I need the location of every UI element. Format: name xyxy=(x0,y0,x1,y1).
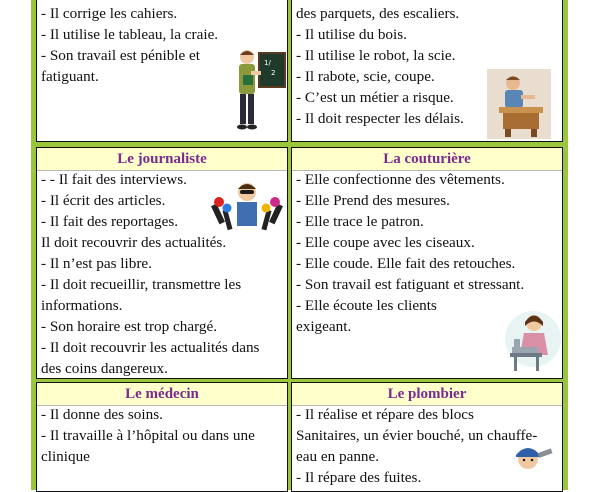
seamstress-title: La couturière xyxy=(292,148,562,171)
journalist-illustration xyxy=(209,178,285,236)
svg-text:1/: 1/ xyxy=(264,59,271,67)
carpenter-illustration xyxy=(487,69,551,139)
plumber-line: - Il réalise et répare des blocs xyxy=(296,406,474,423)
cell-teacher xyxy=(36,0,288,142)
seamstress-line: - Elle Prend des mesures. xyxy=(296,192,450,209)
doctor-lines xyxy=(41,404,285,467)
plumber-line: - Il répare des fuites. xyxy=(296,469,422,486)
cell-carpenter xyxy=(291,0,563,142)
journalist-line: informations. xyxy=(41,297,123,314)
teacher-line: fatiguant. xyxy=(41,68,99,85)
cell-plumber xyxy=(291,382,563,492)
journalist-line: - Il n’est pas libre. xyxy=(41,255,152,272)
doctor-line: - Il donne des soins. xyxy=(41,406,163,423)
cell-journalist xyxy=(36,147,288,379)
journalist-line: - Son horaire est trop chargé. xyxy=(41,318,218,335)
journalist-line: des coins dangereux. xyxy=(41,360,168,377)
seamstress-illustration xyxy=(504,303,562,375)
plumber-line: eau en panne. xyxy=(296,448,380,465)
seamstress-line: - Elle confectionne des vêtements. xyxy=(296,171,505,188)
plumber-illustration xyxy=(504,443,554,473)
doctor-title: Le médecin xyxy=(37,383,287,406)
carpenter-line: - Il doit respecter les délais. xyxy=(296,110,464,127)
carpenter-line: - Il utilise du bois. xyxy=(296,26,407,43)
teacher-line: - Il corrige les cahiers. xyxy=(41,5,178,22)
svg-text:2: 2 xyxy=(271,69,276,77)
carpenter-line: - Il rabote, scie, coupe. xyxy=(296,68,435,85)
seamstress-line: - Son travail est fatiguant et stressant. xyxy=(296,276,525,293)
journalist-line: - Il fait des reportages. xyxy=(41,213,179,230)
doctor-line: - Il travaille à l’hôpital ou dans une xyxy=(41,427,255,444)
journalist-title: Le journaliste xyxy=(37,148,287,171)
carpenter-line: des parquets, des escaliers. xyxy=(296,5,460,22)
doctor-line: clinique xyxy=(41,448,90,465)
plumber-title: Le plombier xyxy=(292,383,562,406)
seamstress-line: - Elle trace le patron. xyxy=(296,213,424,230)
seamstress-line: exigeant. xyxy=(296,318,352,335)
seamstress-line: - Elle écoute les clients xyxy=(296,297,437,314)
journalist-line: - Il écrit des articles. xyxy=(41,192,166,209)
carpenter-line: - Il utilise le robot, la scie. xyxy=(296,47,456,64)
seamstress-line: - Elle coude. Elle fait des retouches. xyxy=(296,255,516,272)
journalist-line: - Il doit recouvrir les actualités dans xyxy=(41,339,260,356)
plumber-line: Sanitaires, un évier bouché, un chauffe- xyxy=(296,427,538,444)
journalist-line: Il doit recouvrir des actualités. xyxy=(41,234,227,251)
seamstress-line: - Elle coupe avec les ciseaux. xyxy=(296,234,475,251)
cell-doctor xyxy=(36,382,288,492)
cell-seamstress xyxy=(291,147,563,379)
journalist-line: - Il doit recueillir, transmettre les xyxy=(41,276,242,293)
teacher-line: - Son travail est pénible et xyxy=(41,47,201,64)
journalist-line: - - Il fait des interviews. xyxy=(41,171,187,188)
carpenter-line: - C’est un métier a risque. xyxy=(296,89,454,106)
teacher-illustration xyxy=(229,45,287,133)
teacher-line: - Il utilise le tableau, la craie. xyxy=(41,26,219,43)
